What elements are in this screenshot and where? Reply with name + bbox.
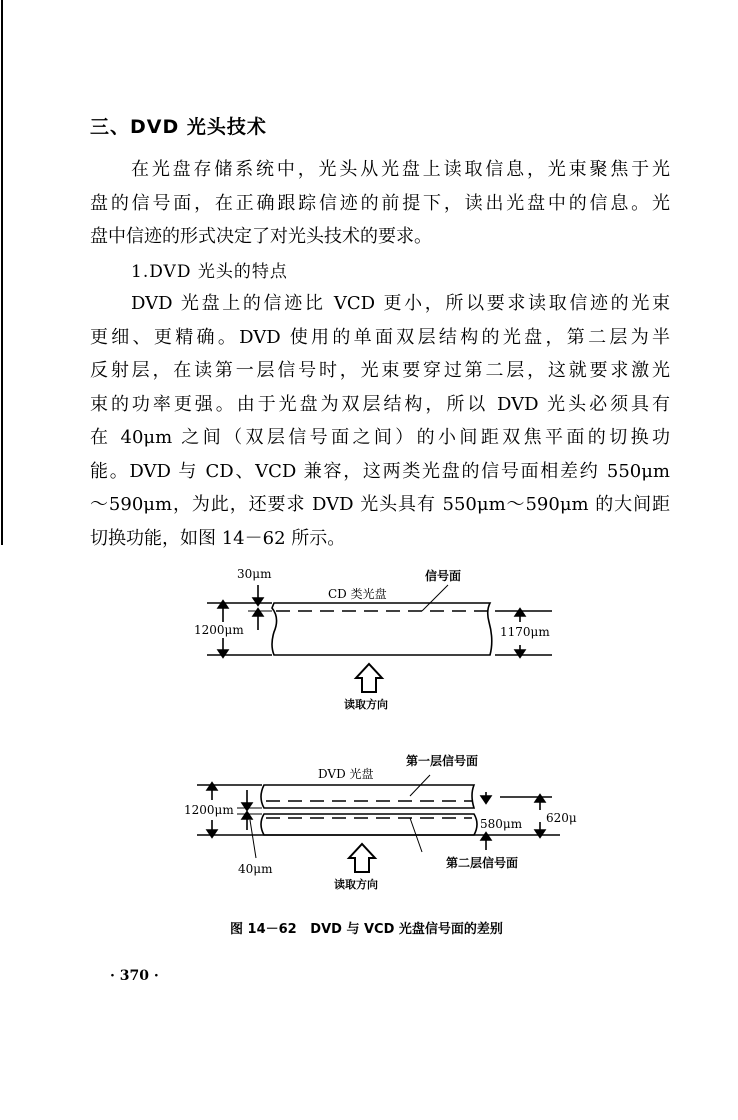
- cd-disc-label: CD 类光盘: [328, 587, 387, 601]
- dvd-disc-label: DVD 光盘: [318, 767, 374, 781]
- cd-dim-1200-label: 1200μm: [194, 623, 244, 637]
- dvd-40um-leader-line: [250, 820, 256, 858]
- cd-signal-leader-line: [422, 585, 448, 611]
- cd-read-direction-arrow-icon: [356, 664, 382, 692]
- paragraph-line: 反射层，在读第一层信号时，光束要穿过第二层，这就要求激光: [90, 360, 670, 381]
- cd-dim-30-label: 30μm: [237, 567, 272, 581]
- dvd-layer1-label: 第一层信号面: [406, 754, 479, 768]
- paragraph-line: ～590μm，为此，还要求 DVD 光头具有 550μm～590μm 的大间距: [90, 494, 670, 515]
- paragraph-line: DVD 光盘上的信迹比 VCD 更小，所以要求读取信迹的光束: [131, 293, 670, 314]
- dvd-lower-substrate: [261, 814, 477, 835]
- section-heading: 三、DVD 光头技术: [90, 116, 267, 138]
- dvd-dim-580-label: 580μm: [480, 817, 523, 831]
- paragraph-line: 束的功率更强。由于光盘为双层结构，所以 DVD 光头必须具有: [90, 393, 670, 415]
- cd-signal-surface-label: 信号面: [425, 569, 462, 583]
- dvd-dim-620-label: 620μ: [546, 811, 577, 825]
- dvd-read-direction-label: 读取方向: [334, 878, 378, 891]
- paragraph-line: 在光盘存储系统中，光头从光盘上读取信息，光束聚焦于光: [131, 159, 670, 180]
- paragraph-line: 切换功能，如图 14－62 所示。: [90, 527, 346, 549]
- paragraph-line: 盘的信号面，在正确跟踪信迹的前提下，读出光盘中的信息。光: [90, 192, 670, 214]
- dvd-dim-40-label: 40μm: [238, 862, 273, 876]
- dvd-upper-substrate: [261, 785, 474, 808]
- paragraph-line: 更细、更精确。DVD 使用的单面双层结构的光盘，第二层为半: [90, 326, 670, 348]
- dvd-dim-1200-label: 1200μm: [184, 803, 234, 817]
- page-number: · 370 ·: [110, 968, 159, 984]
- cd-dim-1170-label: 1170μm: [500, 625, 550, 639]
- figure-caption: 图 14－62 DVD 与 VCD 光盘信号面的差别: [230, 922, 503, 937]
- cd-read-direction-label: 读取方向: [344, 698, 388, 711]
- paragraph-line: 在 40μm 之间（双层信号面之间）的小间距双焦平面的切换功: [90, 427, 670, 448]
- subsection-heading: 1.DVD 光头的特点: [131, 262, 288, 282]
- dvd-read-direction-arrow-icon: [349, 844, 375, 872]
- dvd-layer2-label: 第二层信号面: [446, 856, 519, 870]
- paragraph-line: 能。DVD 与 CD、VCD 兼容，这两类光盘的信号面相差约 550μm: [90, 460, 670, 482]
- paragraph-line: 盘中信迹的形式决定了对光头技术的要求。: [90, 226, 432, 247]
